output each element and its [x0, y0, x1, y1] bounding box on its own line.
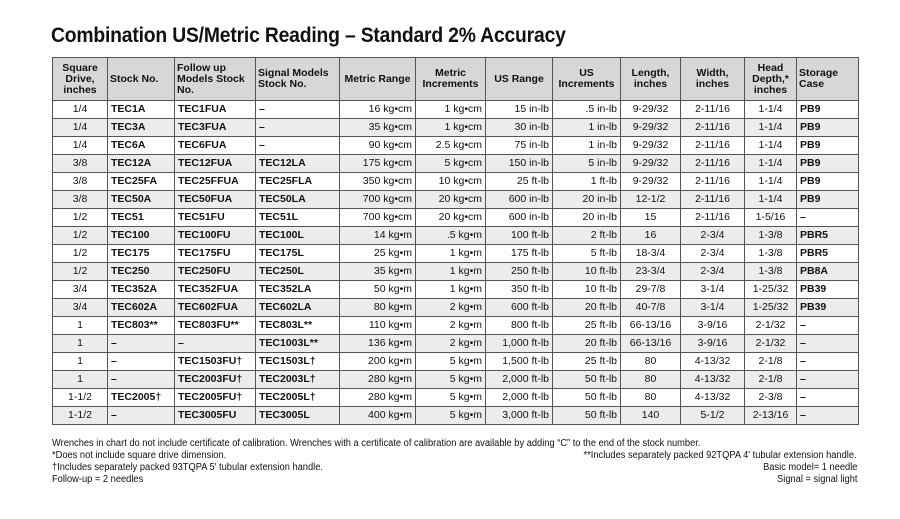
- cell-us-increments: 1 in-lb: [553, 119, 621, 137]
- table-row: [53, 407, 859, 425]
- cell-metric-range: 400 kg•m: [340, 407, 416, 425]
- cell-width: 2-11/16: [681, 155, 745, 173]
- cell-metric-range: 90 kg•cm: [340, 137, 416, 155]
- cell-metric-increments: 5 kg•m: [416, 407, 486, 425]
- cell-metric-range: 700 kg•cm: [340, 191, 416, 209]
- cell-square-drive: 1: [53, 335, 108, 353]
- cell-stock-no: TEC1A: [108, 101, 175, 119]
- cell-length: 140: [621, 407, 681, 425]
- cell-storage-case: PB9: [797, 191, 859, 209]
- cell-square-drive: 1: [53, 371, 108, 389]
- cell-signal-stock-no: TEC100L: [256, 227, 340, 245]
- cell-metric-range: 280 kg•m: [340, 371, 416, 389]
- cell-width: 2-3/4: [681, 227, 745, 245]
- cell-us-increments: 5 in-lb: [553, 155, 621, 173]
- cell-metric-range: 25 kg•m: [340, 245, 416, 263]
- cell-storage-case: PB9: [797, 173, 859, 191]
- cell-head-depth: 2-1/32: [745, 335, 797, 353]
- cell-metric-range: 80 kg•m: [340, 299, 416, 317]
- cell-us-increments: 1 in-lb: [553, 137, 621, 155]
- header-signal-stock-no: Signal Models Stock No.: [256, 58, 340, 101]
- cell-us-increments: 50 ft-lb: [553, 407, 621, 425]
- cell-length: 9-29/32: [621, 155, 681, 173]
- table-header: [53, 58, 859, 101]
- cell-metric-increments: 1 kg•cm: [416, 101, 486, 119]
- cell-storage-case: PB8A: [797, 263, 859, 281]
- cell-head-depth: 2-1/8: [745, 371, 797, 389]
- table-row: [53, 209, 859, 227]
- cell-storage-case: PB9: [797, 137, 859, 155]
- cell-length: 80: [621, 371, 681, 389]
- header-length: Length, inches: [621, 58, 681, 101]
- cell-width: 3-1/4: [681, 281, 745, 299]
- cell-length: 9-29/32: [621, 173, 681, 191]
- cell-head-depth: 1-3/8: [745, 263, 797, 281]
- cell-signal-stock-no: TEC2005L†: [256, 389, 340, 407]
- header-metric-range: Metric Range: [340, 58, 416, 101]
- cell-metric-increments: 20 kg•cm: [416, 191, 486, 209]
- table-row: [53, 335, 859, 353]
- cell-follow-up-stock-no: TEC803FU**: [175, 317, 256, 335]
- cell-stock-no: TEC50A: [108, 191, 175, 209]
- cell-square-drive: 3/8: [53, 155, 108, 173]
- cell-follow-up-stock-no: TEC2005FU†: [175, 389, 256, 407]
- cell-us-range: 600 in-lb: [486, 191, 553, 209]
- cell-head-depth: 1-1/4: [745, 119, 797, 137]
- cell-length: 29-7/8: [621, 281, 681, 299]
- cell-us-range: 175 ft-lb: [486, 245, 553, 263]
- cell-length: 66-13/16: [621, 335, 681, 353]
- cell-us-increments: 25 ft-lb: [553, 353, 621, 371]
- cell-us-increments: 10 ft-lb: [553, 263, 621, 281]
- cell-metric-increments: 5 kg•m: [416, 371, 486, 389]
- cell-metric-range: 700 kg•cm: [340, 209, 416, 227]
- cell-follow-up-stock-no: TEC12FUA: [175, 155, 256, 173]
- cell-signal-stock-no: TEC250L: [256, 263, 340, 281]
- cell-width: 2-11/16: [681, 101, 745, 119]
- cell-us-range: 600 in-lb: [486, 209, 553, 227]
- header-us-increments: US Increments: [553, 58, 621, 101]
- header-us-range: US Range: [486, 58, 553, 101]
- cell-length: 16: [621, 227, 681, 245]
- cell-metric-increments: 5 kg•m: [416, 353, 486, 371]
- cell-stock-no: TEC250: [108, 263, 175, 281]
- cell-us-increments: 20 ft-lb: [553, 299, 621, 317]
- cell-us-increments: 20 in-lb: [553, 209, 621, 227]
- cell-stock-no: –: [108, 353, 175, 371]
- cell-metric-range: 280 kg•m: [340, 389, 416, 407]
- note-tubular-4ft: **Includes separately packed 92TQPA 4' tubular extension handle.: [583, 450, 857, 461]
- table-row: [53, 389, 859, 407]
- table-row: [53, 227, 859, 245]
- cell-head-depth: 2-1/8: [745, 353, 797, 371]
- cell-length: 18-3/4: [621, 245, 681, 263]
- cell-stock-no: –: [108, 371, 175, 389]
- cell-square-drive: 1/2: [53, 209, 108, 227]
- table-row: [53, 245, 859, 263]
- table-row: [53, 173, 859, 191]
- header-follow-up-stock-no: Follow up Models Stock No.: [175, 58, 256, 101]
- cell-us-increments: 20 in-lb: [553, 191, 621, 209]
- cell-signal-stock-no: TEC1503L†: [256, 353, 340, 371]
- cell-stock-no: TEC175: [108, 245, 175, 263]
- cell-us-range: 350 ft-lb: [486, 281, 553, 299]
- table-row: [53, 353, 859, 371]
- header-width: Width, inches: [681, 58, 745, 101]
- cell-stock-no: TEC12A: [108, 155, 175, 173]
- cell-stock-no: TEC2005†: [108, 389, 175, 407]
- cell-square-drive: 1/2: [53, 227, 108, 245]
- cell-square-drive: 1/2: [53, 263, 108, 281]
- cell-square-drive: 1/4: [53, 137, 108, 155]
- note-square-drive: *Does not include square drive dimension.: [52, 450, 227, 461]
- cell-follow-up-stock-no: TEC250FU: [175, 263, 256, 281]
- cell-length: 9-29/32: [621, 119, 681, 137]
- cell-width: 4-13/32: [681, 389, 745, 407]
- cell-storage-case: –: [797, 209, 859, 227]
- note-tubular-5ft: †Includes separately packed 93TQPA 5' tubular extension handle.: [52, 462, 323, 473]
- cell-metric-increments: 2.5 kg•cm: [416, 137, 486, 155]
- cell-signal-stock-no: TEC1003L**: [256, 335, 340, 353]
- table-row: [53, 155, 859, 173]
- cell-follow-up-stock-no: TEC3005FU: [175, 407, 256, 425]
- cell-us-range: 250 ft-lb: [486, 263, 553, 281]
- cell-length: 9-29/32: [621, 137, 681, 155]
- table-row: [53, 119, 859, 137]
- cell-signal-stock-no: –: [256, 119, 340, 137]
- cell-us-increments: 5 ft-lb: [553, 245, 621, 263]
- cell-square-drive: 3/8: [53, 191, 108, 209]
- cell-metric-range: 50 kg•m: [340, 281, 416, 299]
- cell-signal-stock-no: TEC3005L: [256, 407, 340, 425]
- cell-follow-up-stock-no: TEC51FU: [175, 209, 256, 227]
- cell-metric-increments: 10 kg•cm: [416, 173, 486, 191]
- cell-us-increments: 1 ft-lb: [553, 173, 621, 191]
- cell-metric-increments: 1 kg•m: [416, 245, 486, 263]
- cell-metric-increments: 1 kg•cm: [416, 119, 486, 137]
- cell-storage-case: PB9: [797, 155, 859, 173]
- cell-length: 15: [621, 209, 681, 227]
- cell-us-increments: 50 ft-lb: [553, 389, 621, 407]
- cell-head-depth: 2-1/32: [745, 317, 797, 335]
- cell-signal-stock-no: TEC175L: [256, 245, 340, 263]
- cell-us-range: 1,500 ft-lb: [486, 353, 553, 371]
- cell-stock-no: TEC51: [108, 209, 175, 227]
- table-row: [53, 263, 859, 281]
- cell-stock-no: TEC803**: [108, 317, 175, 335]
- cell-head-depth: 1-1/4: [745, 101, 797, 119]
- cell-width: 3-9/16: [681, 335, 745, 353]
- cell-signal-stock-no: TEC50LA: [256, 191, 340, 209]
- cell-follow-up-stock-no: TEC602FUA: [175, 299, 256, 317]
- header-stock-no: Stock No.: [108, 58, 175, 101]
- cell-width: 2-3/4: [681, 263, 745, 281]
- cell-metric-increments: 1 kg•m: [416, 281, 486, 299]
- cell-metric-range: 35 kg•m: [340, 263, 416, 281]
- cell-metric-range: 35 kg•cm: [340, 119, 416, 137]
- cell-head-depth: 2-13/16: [745, 407, 797, 425]
- cell-length: 12-1/2: [621, 191, 681, 209]
- cell-stock-no: –: [108, 407, 175, 425]
- cell-us-range: 800 ft-lb: [486, 317, 553, 335]
- cell-storage-case: –: [797, 335, 859, 353]
- cell-metric-increments: 2 kg•m: [416, 317, 486, 335]
- table-row: [53, 317, 859, 335]
- cell-storage-case: PBR5: [797, 227, 859, 245]
- cell-signal-stock-no: TEC12LA: [256, 155, 340, 173]
- table-row: [53, 299, 859, 317]
- cell-us-increments: 25 ft-lb: [553, 317, 621, 335]
- cell-head-depth: 1-1/4: [745, 155, 797, 173]
- cell-metric-range: 110 kg•m: [340, 317, 416, 335]
- cell-stock-no: TEC352A: [108, 281, 175, 299]
- cell-head-depth: 1-25/32: [745, 281, 797, 299]
- cell-storage-case: PB9: [797, 119, 859, 137]
- cell-us-increments: 2 ft-lb: [553, 227, 621, 245]
- cell-signal-stock-no: TEC803L**: [256, 317, 340, 335]
- cell-follow-up-stock-no: TEC175FU: [175, 245, 256, 263]
- cell-width: 2-11/16: [681, 191, 745, 209]
- cell-width: 2-3/4: [681, 245, 745, 263]
- note-follow-up: Follow-up = 2 needles: [52, 474, 144, 485]
- cell-signal-stock-no: TEC25FLA: [256, 173, 340, 191]
- cell-follow-up-stock-no: –: [175, 335, 256, 353]
- cell-signal-stock-no: TEC51L: [256, 209, 340, 227]
- note-calibration: Wrenches in chart do not include certificate of calibration. Wrenches with a certificate of calibration are available by adding “C” to the end of the stock number.: [52, 438, 701, 449]
- cell-width: 5-1/2: [681, 407, 745, 425]
- cell-head-depth: 2-3/8: [745, 389, 797, 407]
- cell-us-range: 1,000 ft-lb: [486, 335, 553, 353]
- cell-storage-case: –: [797, 407, 859, 425]
- cell-metric-range: 16 kg•cm: [340, 101, 416, 119]
- cell-us-increments: .5 in-lb: [553, 101, 621, 119]
- cell-square-drive: 1-1/2: [53, 389, 108, 407]
- cell-head-depth: 1-1/4: [745, 137, 797, 155]
- cell-length: 66-13/16: [621, 317, 681, 335]
- cell-metric-increments: 20 kg•cm: [416, 209, 486, 227]
- note-basic-model: Basic model= 1 needle: [762, 462, 857, 473]
- cell-storage-case: –: [797, 353, 859, 371]
- cell-signal-stock-no: –: [256, 101, 340, 119]
- cell-us-range: 25 ft-lb: [486, 173, 553, 191]
- cell-metric-range: 200 kg•m: [340, 353, 416, 371]
- cell-metric-increments: .5 kg•m: [416, 227, 486, 245]
- header-head-depth: Head Depth,* inches: [745, 58, 797, 101]
- table-row: [53, 101, 859, 119]
- cell-metric-range: 14 kg•m: [340, 227, 416, 245]
- cell-square-drive: 1: [53, 317, 108, 335]
- cell-follow-up-stock-no: TEC2003FU†: [175, 371, 256, 389]
- cell-head-depth: 1-5/16: [745, 209, 797, 227]
- cell-storage-case: PBR5: [797, 245, 859, 263]
- cell-us-increments: 50 ft-lb: [553, 371, 621, 389]
- cell-signal-stock-no: TEC602LA: [256, 299, 340, 317]
- cell-square-drive: 3/4: [53, 281, 108, 299]
- cell-stock-no: –: [108, 335, 175, 353]
- cell-length: 9-29/32: [621, 101, 681, 119]
- cell-metric-increments: 1 kg•m: [416, 263, 486, 281]
- cell-us-increments: 20 ft-lb: [553, 335, 621, 353]
- cell-us-range: 2,000 ft-lb: [486, 389, 553, 407]
- cell-metric-increments: 2 kg•m: [416, 335, 486, 353]
- cell-metric-increments: 2 kg•m: [416, 299, 486, 317]
- cell-square-drive: 1/4: [53, 119, 108, 137]
- header-storage-case: Storage Case: [797, 58, 859, 101]
- header-square-drive: Square Drive, inches: [53, 58, 108, 101]
- cell-head-depth: 1-1/4: [745, 173, 797, 191]
- cell-head-depth: 1-1/4: [745, 191, 797, 209]
- cell-head-depth: 1-3/8: [745, 245, 797, 263]
- cell-follow-up-stock-no: TEC1503FU†: [175, 353, 256, 371]
- cell-us-range: 150 in-lb: [486, 155, 553, 173]
- cell-square-drive: 1/2: [53, 245, 108, 263]
- cell-signal-stock-no: TEC2003L†: [256, 371, 340, 389]
- cell-stock-no: TEC6A: [108, 137, 175, 155]
- cell-follow-up-stock-no: TEC25FFUA: [175, 173, 256, 191]
- cell-length: 23-3/4: [621, 263, 681, 281]
- cell-square-drive: 3/4: [53, 299, 108, 317]
- cell-us-range: 75 in-lb: [486, 137, 553, 155]
- cell-width: 3-1/4: [681, 299, 745, 317]
- cell-width: 4-13/32: [681, 353, 745, 371]
- cell-storage-case: –: [797, 389, 859, 407]
- cell-width: 4-13/32: [681, 371, 745, 389]
- cell-metric-range: 175 kg•cm: [340, 155, 416, 173]
- cell-stock-no: TEC100: [108, 227, 175, 245]
- cell-square-drive: 1/4: [53, 101, 108, 119]
- cell-square-drive: 1: [53, 353, 108, 371]
- cell-head-depth: 1-25/32: [745, 299, 797, 317]
- cell-us-range: 2,000 ft-lb: [486, 371, 553, 389]
- cell-square-drive: 1-1/2: [53, 407, 108, 425]
- cell-metric-range: 350 kg•cm: [340, 173, 416, 191]
- cell-head-depth: 1-3/8: [745, 227, 797, 245]
- table-row: [53, 191, 859, 209]
- cell-us-range: 100 ft-lb: [486, 227, 553, 245]
- cell-stock-no: TEC602A: [108, 299, 175, 317]
- cell-storage-case: PB39: [797, 281, 859, 299]
- cell-signal-stock-no: –: [256, 137, 340, 155]
- table-row: [53, 371, 859, 389]
- cell-metric-increments: 5 kg•m: [416, 389, 486, 407]
- table-body: [53, 101, 859, 425]
- cell-us-increments: 10 ft-lb: [553, 281, 621, 299]
- cell-follow-up-stock-no: TEC352FUA: [175, 281, 256, 299]
- cell-us-range: 15 in-lb: [486, 101, 553, 119]
- cell-width: 2-11/16: [681, 119, 745, 137]
- cell-metric-increments: 5 kg•cm: [416, 155, 486, 173]
- cell-length: 40-7/8: [621, 299, 681, 317]
- cell-width: 3-9/16: [681, 317, 745, 335]
- cell-follow-up-stock-no: TEC100FU: [175, 227, 256, 245]
- table-row: [53, 281, 859, 299]
- table-row: [53, 137, 859, 155]
- cell-length: 80: [621, 353, 681, 371]
- cell-us-range: 600 ft-lb: [486, 299, 553, 317]
- cell-storage-case: –: [797, 371, 859, 389]
- spec-table: [52, 57, 859, 425]
- cell-follow-up-stock-no: TEC3FUA: [175, 119, 256, 137]
- cell-storage-case: PB9: [797, 101, 859, 119]
- header-metric-increments: Metric Increments: [416, 58, 486, 101]
- cell-us-range: 30 in-lb: [486, 119, 553, 137]
- cell-width: 2-11/16: [681, 137, 745, 155]
- cell-width: 2-11/16: [681, 209, 745, 227]
- cell-follow-up-stock-no: TEC6FUA: [175, 137, 256, 155]
- cell-storage-case: –: [797, 317, 859, 335]
- cell-stock-no: TEC25FA: [108, 173, 175, 191]
- page-title: Combination US/Metric Reading – Standard 2% Accuracy: [51, 24, 566, 47]
- cell-storage-case: PB39: [797, 299, 859, 317]
- cell-follow-up-stock-no: TEC1FUA: [175, 101, 256, 119]
- note-signal: Signal = signal light: [776, 474, 857, 485]
- cell-square-drive: 3/8: [53, 173, 108, 191]
- cell-signal-stock-no: TEC352LA: [256, 281, 340, 299]
- cell-us-range: 3,000 ft-lb: [486, 407, 553, 425]
- cell-width: 2-11/16: [681, 173, 745, 191]
- cell-metric-range: 136 kg•m: [340, 335, 416, 353]
- cell-follow-up-stock-no: TEC50FUA: [175, 191, 256, 209]
- cell-length: 80: [621, 389, 681, 407]
- cell-stock-no: TEC3A: [108, 119, 175, 137]
